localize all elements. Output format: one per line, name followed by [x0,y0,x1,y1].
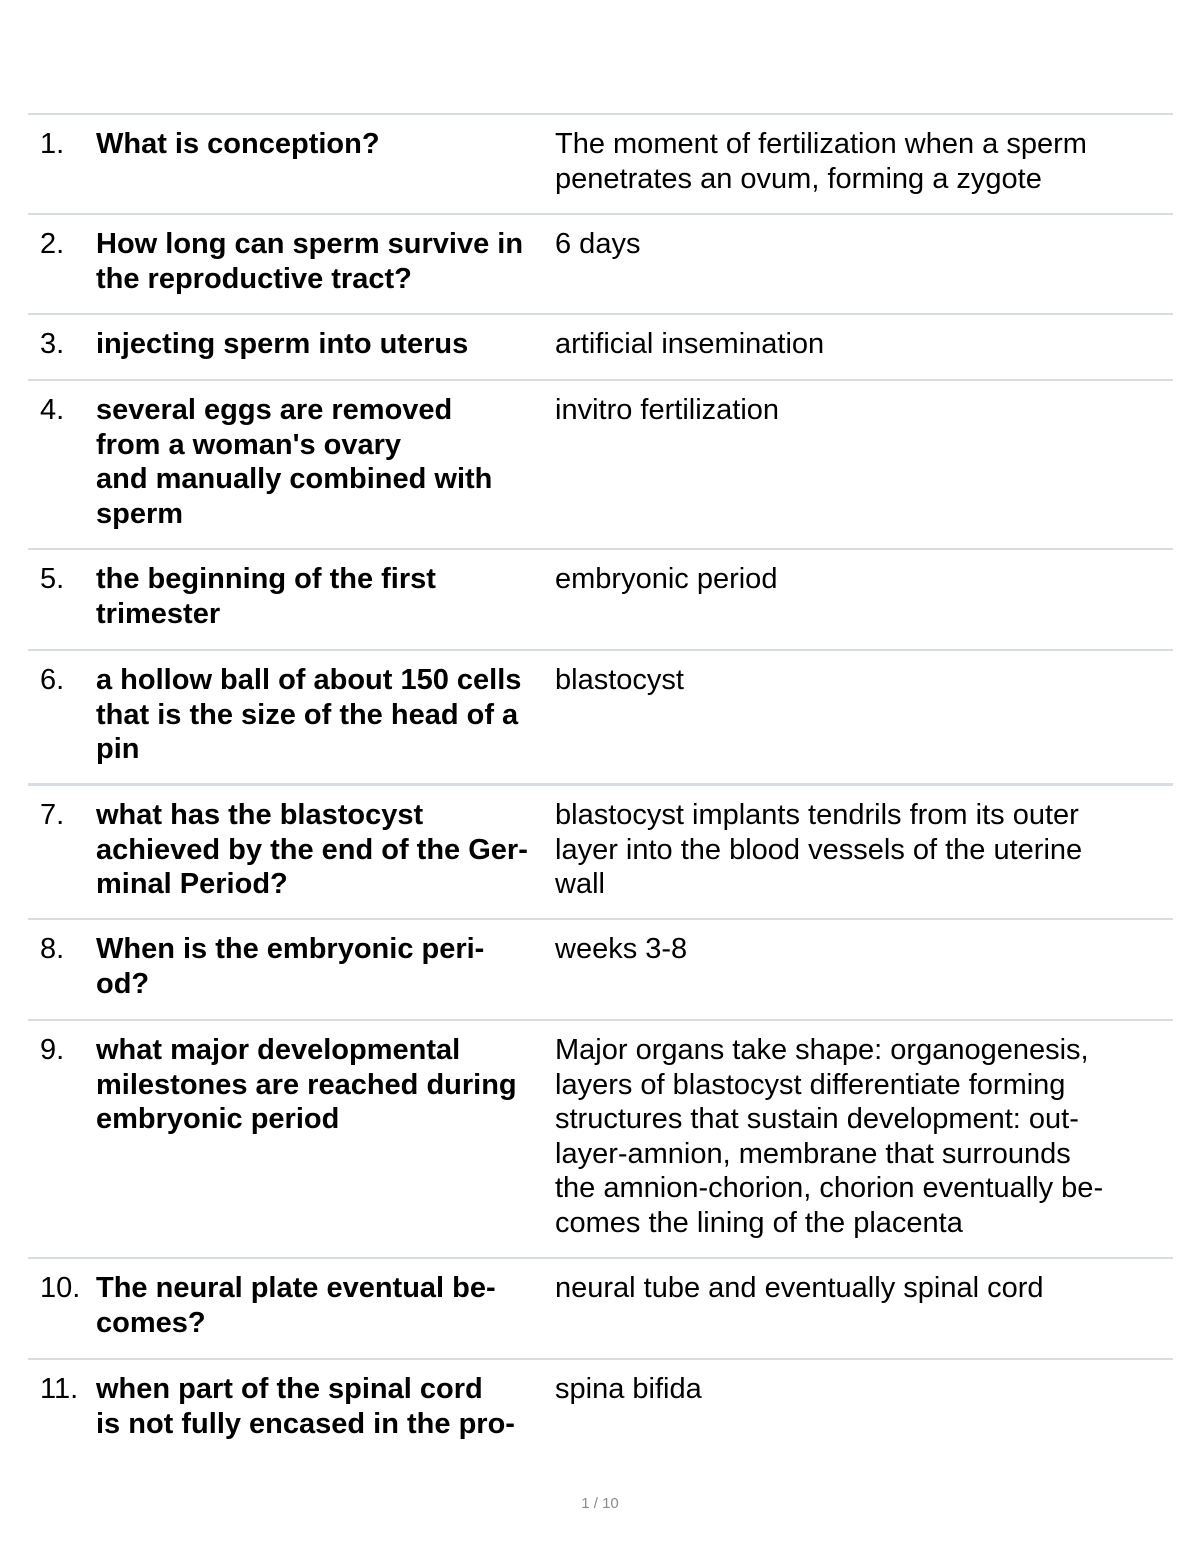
card-definition: blastocyst implants tendrils from its outer layer into the blood vessels of the uterine wall [555,799,1083,900]
card-definition: weeks 3-8 [555,933,688,965]
card-number: 6. [40,664,65,696]
card-term: The neural plate eventual be- comes? [96,1272,496,1339]
card-definition: The moment of fertilization when a sperm penetrates an ovum, forming a zygote [555,128,1087,195]
card-number: 4. [40,394,65,426]
card-term: when part of the spinal cord is not fully encased in the pro- [96,1373,515,1440]
card-term: How long can sperm survive in the reproductive tract? [96,228,524,295]
card-definition: neural tube and eventually spinal cord [555,1272,1044,1304]
card-term: several eggs are removed from a woman's ovary and manually combined with sperm [96,394,493,530]
card-number: 8. [40,933,65,965]
card-definition: embryonic period [555,563,778,595]
card-number: 1. [40,128,65,160]
card-number: 3. [40,328,65,360]
card-number: 2. [40,228,65,260]
card-term: the beginning of the first trimester [96,563,436,630]
card-term: What is conception? [96,128,380,160]
card-row-7 [28,783,1173,918]
card-row-1 [28,113,1173,213]
card-number: 11. [40,1373,79,1405]
card-row-8 [28,918,1173,1019]
card-row-5 [28,548,1173,649]
flashcard-table [28,113,1173,1448]
card-row-6 [28,649,1173,783]
card-number: 7. [40,799,65,831]
card-definition: artificial insemination [555,328,825,360]
card-term: a hollow ball of about 150 cells that is the size of the head of a pin [96,664,522,765]
card-term: injecting sperm into uterus [96,328,469,360]
card-row-2 [28,213,1173,313]
card-definition: invitro fertilization [555,394,780,426]
card-row-4 [28,379,1173,548]
card-row-10 [28,1257,1173,1358]
card-row-9 [28,1019,1173,1257]
page-indicator: 1 / 10 [581,1495,619,1512]
card-term: what has the blastocyst achieved by the end of the Ger- minal Period? [96,799,528,900]
card-definition: blastocyst [555,664,684,696]
card-definition: spina bifida [555,1373,702,1405]
card-number: 10. [40,1272,81,1304]
card-row-3 [28,313,1173,379]
card-number: 5. [40,563,65,595]
card-number: 9. [40,1034,65,1066]
card-term: what major developmental milestones are reached during embryonic period [96,1034,517,1135]
card-term: When is the embryonic peri- od? [96,933,485,1000]
card-definition: 6 days [555,228,641,260]
card-row-11 [28,1358,1173,1448]
card-definition: Major organs take shape: organogenesis, layers of blastocyst differentiate forming structures that sustain development: out- layer-amnion, membrane that surrounds the amnion-chorion, chorion eventually be- comes the lining of the placenta [555,1034,1104,1239]
